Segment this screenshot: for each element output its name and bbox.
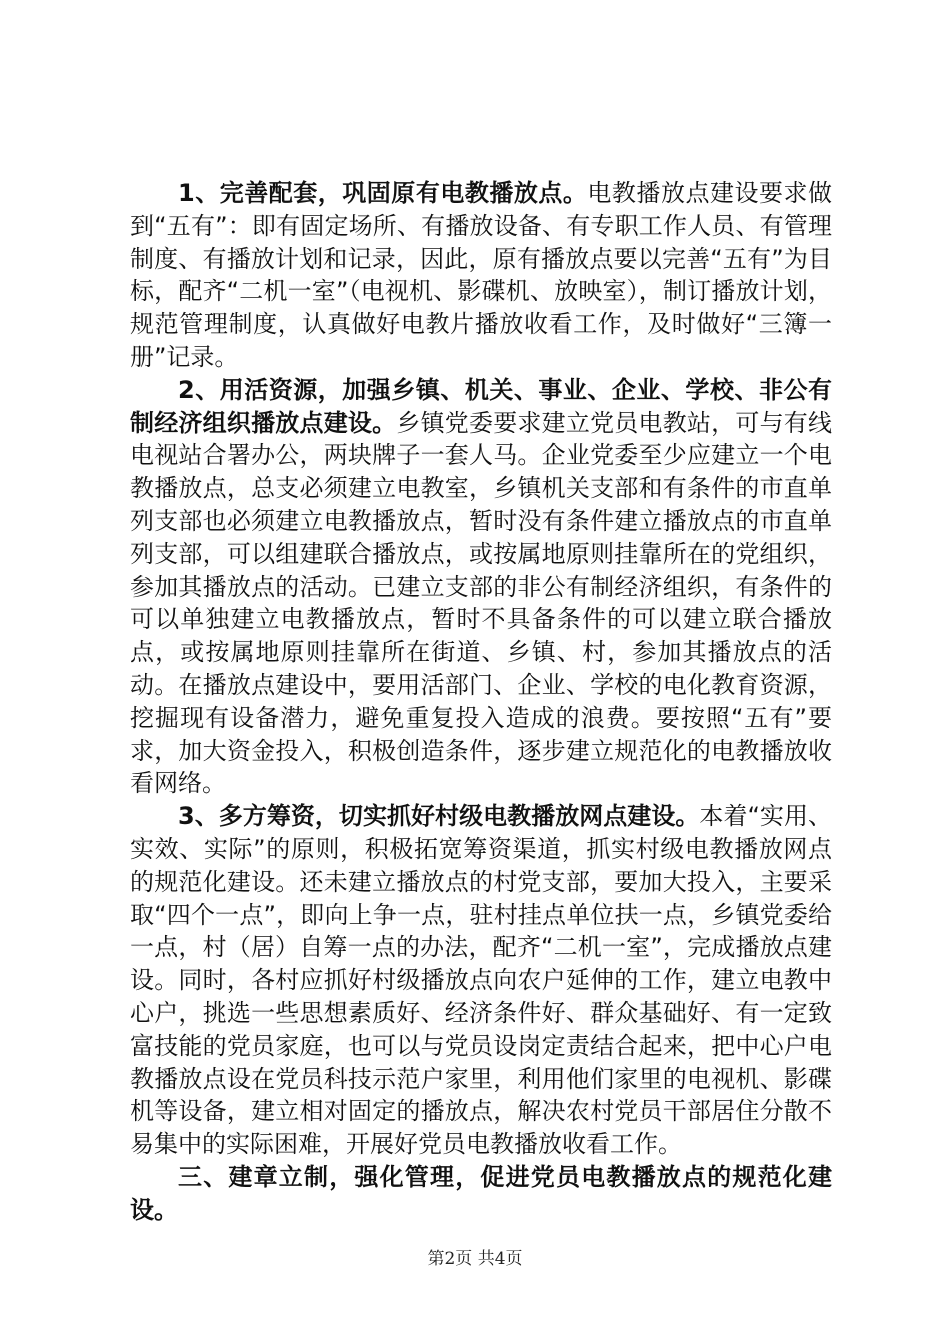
paragraph-heading: 2、用活资源，加强乡镇、机关、事业、企业、学校、非公有制经济组织播放点建设。: [130, 375, 832, 437]
paragraph-2: [130, 374, 832, 800]
paragraph-1: [130, 177, 832, 374]
paragraph-heading: 1、完善配套，巩固原有电教播放点。: [178, 179, 588, 207]
paragraph-3: [130, 800, 832, 1161]
paragraph-heading: 3、多方筹资，切实抓好村级电教播放网点建设。: [178, 802, 700, 831]
paragraph-text: 本着“实用、实效、实际”的原则，积极拓宽筹资渠道，抓实村级电教播放网点的规范化建设。还未建立播放点的村党支部，要加大投入，主要采取“四个一点”，即向上争一点，驻村挂点单位扶一点，乡镇党委给一点，村（居）自筹一点的办法，配齐“二机一室”，完成播放点建设。同时，各村应抓好村级播放点向农户延伸的工作，建立电教中心户，挑选一些思想素质好、经济条件好、群众基础好、有一定致富技能的党员家庭，也可以与党员设岗定责结合起来，把中心户电教播放点设在党员科技示范户家里，利用他们家里的电视机、影碟机等设备，建立相对固定的播放点，解决农村党员干部居住分散不易集中的实际困难，开展好党员电教播放收看工作。: [130, 802, 832, 1159]
section-heading-text: 三、建章立制，强化管理，促进党员电教播放点的规范化建设。: [130, 1162, 832, 1224]
paragraph-text: 乡镇党委要求建立党员电教站，可与有线电视站合署办公，两块牌子一套人马。企业党委至少应建立一个电教播放点，总支必须建立电教室，乡镇机关支部和有条件的市直单列支部也必须建立电教播放点，暂时没有条件建立播放点的市直单列支部，可以组建联合播放点，或按属地原则挂靠所在的党组织，参加其播放点的活动。已建立支部的非公有制经济组织，有条件的可以单独建立电教播放点，暂时不具备条件的可以建立联合播放点，或按属地原则挂靠所在街道、乡镇、村，参加其播放点的活动。在播放点建设中，要用活部门、企业、学校的电化教育资源，挖掘现有设备潜力，避免重复投入造成的浪费。要按照“五有”要求，加大资金投入，积极创造条件，逐步建立规范化的电教播放收看网络。: [130, 408, 833, 798]
page-footer: 第2页 共4页: [427, 1249, 523, 1269]
document-body: [130, 177, 832, 1227]
section-heading: [130, 1161, 832, 1227]
paragraph-text: 电教播放点建设要求做到“五有”：即有固定场所、有播放设备、有专职工作人员、有管理制度、有播放计划和记录，因此，原有播放点要以完善“五有”为目标，配齐“二机一室”（电视机、影碟机、放映室），制订播放计划，规范管理制度，认真做好电教片播放收看工作，及时做好“三簿一册”记录。: [130, 179, 833, 371]
